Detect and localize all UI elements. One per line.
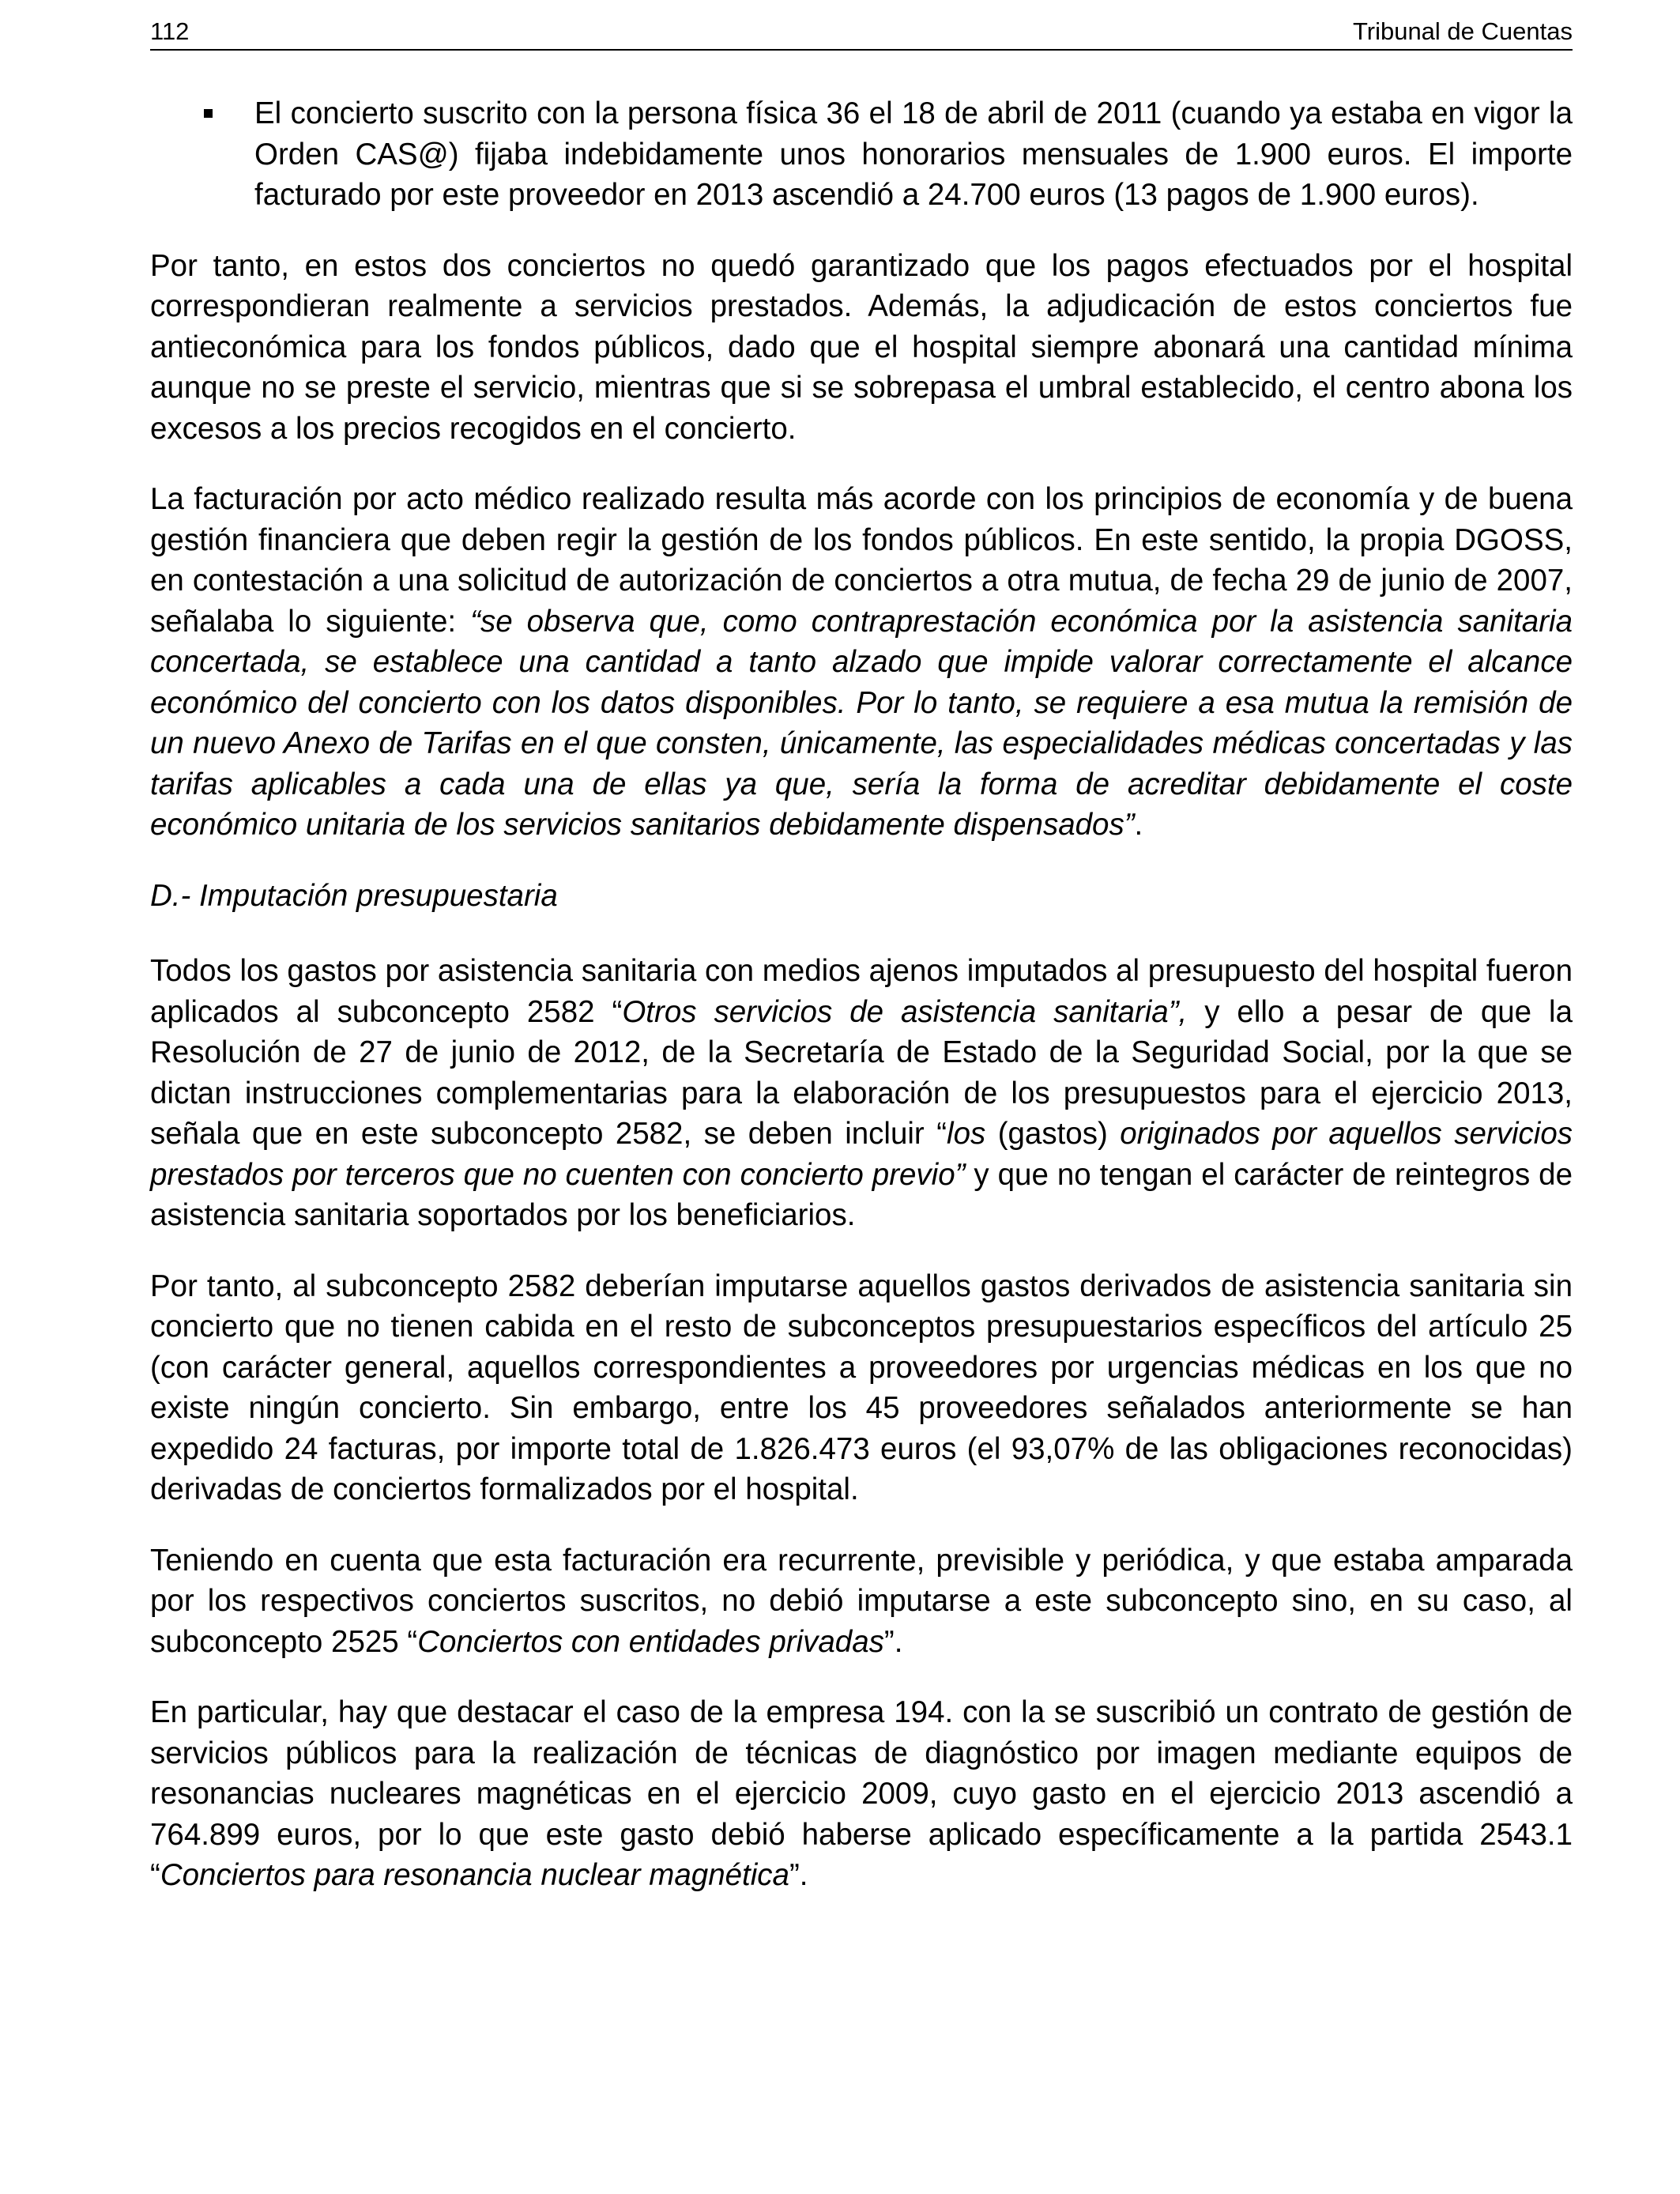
document-body xyxy=(150,93,1573,1926)
paragraph-subconcept-2582 xyxy=(150,1266,1573,1510)
italic-text: los xyxy=(947,1117,986,1151)
paragraph-dgoss-quote xyxy=(150,479,1573,846)
paragraph-text: ”. xyxy=(789,1858,808,1892)
section-heading xyxy=(150,876,1573,917)
square-bullet-icon xyxy=(204,109,213,118)
paragraph-budget-imputation xyxy=(150,951,1573,1236)
bullet-text: El concierto suscrito con la persona física 36 el 18 de abril de 2011 (cuando ya estaba en vigor la Orden CAS@) fijaba indebidamente unos honorarios mensuales de 1.900 euros. El importe facturado por este proveedor en 2013 ascendió a 24.700 euros (13 pagos de 1.900 euros). xyxy=(254,96,1573,212)
paragraph-text: Por tanto, en estos dos conciertos no quedó garantizado que los pagos efectuados por el hospital correspondieran realmente a servicios prestados. Además, la adjudicación de estos conciertos fue antieconómica para los fondos públicos, dado que el hospital siempre abonará una cantidad mínima aunque no se preste el servicio, mientras que si se sobrepasa el umbral establecido, el centro abona los excesos a los precios recogidos en el concierto. xyxy=(150,248,1573,446)
paragraph-text: En particular, hay que destacar el caso de la empresa 194. con la se suscribió un contrato de gestión de servicios públicos para la realización de técnicas de diagnóstico por imagen mediante equipos de resonancias nucleares magnéticas en el ejercicio 2009, cuyo gasto en el ejercicio 2013 ascendió a 764.899 euros, por lo que este gasto debió haberse aplicado específicamente a la partida 2543.1 “ xyxy=(150,1695,1573,1892)
paragraph-text: La facturación por acto médico realizado resulta más acorde con los principios de economía y de buena gestión financiera que deben regir la gestión de los fondos públicos. En este sentido, la propia DGOSS, en contestación a una solicitud de autorización de conciertos a otra mutua, de fecha 29 de junio de 2007, señalaba lo siguiente: xyxy=(150,482,1573,639)
page-number: 112 xyxy=(150,17,190,45)
paragraph-text: Por tanto, al subconcepto 2582 deberían imputarse aquellos gastos derivados de asistencia sanitaria sin concierto que no tienen cabida en el resto de subconceptos presupuestarios específicos del artículo 25 (con carácter general, aquellos correspondientes a proveedores por urgencias médicas en los que no existe ningún concierto. Sin embargo, entre los 45 proveedores señalados anteriormente se han expedido 24 facturas, por importe total de 1.826.473 euros (el 93,07% de las obligaciones reconocidas) derivadas de conciertos formalizados por el hospital. xyxy=(150,1269,1573,1506)
page-header xyxy=(150,14,1573,51)
paragraph-text: . xyxy=(1134,808,1143,842)
italic-text: Conciertos para resonancia nuclear magnética xyxy=(160,1858,789,1892)
bullet-item xyxy=(150,93,1573,216)
italic-text: Otros servicios de asistencia sanitaria”, xyxy=(622,994,1188,1029)
quoted-text: “se observa que, como contraprestación económica por la asistencia sanitaria concertada, se establece una cantidad a tanto alzado que impide valorar correctamente el alcance económico del concierto con los datos disponibles. Por lo tanto, se requiere a esa mutua la remisión de un nuevo Anexo de Tarifas en el que consten, únicamente, las especialidades médicas concertadas y las tarifas aplicables a cada una de ellas ya que, sería la forma de acreditar debidamente el coste económico unitaria de los servicios sanitarios debidamente dispensados” xyxy=(150,604,1573,842)
paragraph-text: y que no tengan el carácter de reintegros de asistencia sanitaria soportados por los beneficiarios. xyxy=(150,1157,1573,1232)
italic-text: originados por aquellos servicios prestados por terceros que no cuenten con concierto previo” xyxy=(150,1117,1573,1192)
paragraph-text: (gastos) xyxy=(985,1117,1121,1151)
section-heading-text: D.- Imputación presupuestaria xyxy=(150,878,558,913)
paragraph-text: Todos los gastos por asistencia sanitaria con medios ajenos imputados al presupuesto del hospital fueron aplicados al subconcepto 2582 “ xyxy=(150,954,1573,1029)
header-organization: Tribunal de Cuentas xyxy=(1352,17,1573,45)
italic-text: Conciertos con entidades privadas xyxy=(417,1624,884,1659)
paragraph-text: y ello a pesar de que la Resolución de 27 de junio de 2012, de la Secretaría de Estado de la Seguridad Social, por la que se dictan instrucciones complementarias para la elaboración de los presupuestos para el ejercicio 2013, señala que en este subconcepto 2582, se deben incluir “ xyxy=(150,994,1573,1151)
paragraph-company-194 xyxy=(150,1692,1573,1896)
paragraph-text: ”. xyxy=(883,1624,903,1659)
paragraph-subconcept-2525 xyxy=(150,1540,1573,1663)
paragraph-conclusion xyxy=(150,246,1573,450)
paragraph-text: Teniendo en cuenta que esta facturación era recurrente, previsible y periódica, y que estaba amparada por los respectivos conciertos suscritos, no debió imputarse a este subconcepto sino, en su caso, al subconcepto 2525 “ xyxy=(150,1543,1573,1659)
